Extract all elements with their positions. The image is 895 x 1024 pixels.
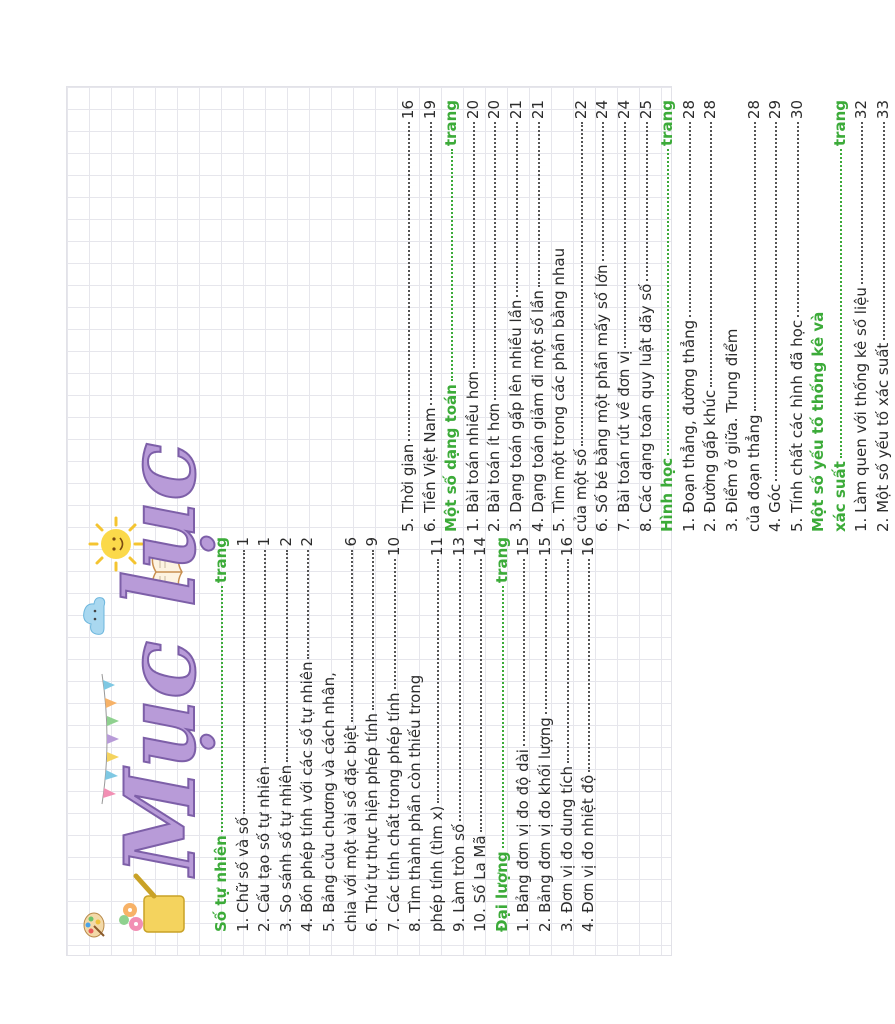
toc-entry-label: Số tự nhiên bbox=[212, 835, 230, 932]
paint-palette-icon bbox=[78, 910, 108, 940]
dot-leader bbox=[645, 122, 648, 281]
toc-entry bbox=[398, 100, 420, 532]
toc-entry bbox=[535, 537, 557, 932]
toc-entry-label: 5. Thời gian bbox=[399, 443, 417, 532]
dot-leader bbox=[436, 559, 439, 803]
toc-entry-label: 8. Các dạng toán quy luật dãy số bbox=[636, 283, 655, 532]
dot-leader bbox=[882, 122, 885, 340]
dot-leader bbox=[242, 550, 245, 815]
toc-entry-label: Hình học bbox=[658, 457, 677, 532]
toc-page-number: trang bbox=[492, 537, 511, 584]
toc-page-number: 20 bbox=[485, 100, 504, 120]
toc-entry bbox=[319, 537, 341, 932]
toc-page-number: 33 bbox=[874, 100, 893, 120]
toc-entry bbox=[405, 537, 427, 932]
toc-entry-label: 7. Bài toán rút về đơn vị bbox=[614, 350, 633, 532]
toc-entry-label: 5. Tìm một trong các phần bằng nhau bbox=[550, 247, 569, 532]
toc-entry-label: 3. Dạng toán gấp lên nhiều lần bbox=[506, 299, 525, 532]
toc-entry-label: 1. Làm quen với thống kê số liệu bbox=[852, 287, 871, 532]
toc-page-number: 1 bbox=[233, 537, 252, 547]
toc-entry-label: của một số bbox=[571, 448, 590, 532]
dot-leader bbox=[774, 122, 777, 481]
toc-page-number: 2 bbox=[276, 537, 295, 547]
toc-entry-label: 2. Bảng đơn vị đo khối lượng bbox=[535, 717, 554, 932]
toc-entry-label: 3. So sánh số tự nhiên bbox=[276, 764, 295, 932]
toc-entry bbox=[513, 537, 535, 932]
toc-entry-label: 1. Bài toán nhiều hơn bbox=[463, 371, 482, 532]
toc-page-number: 29 bbox=[766, 100, 785, 120]
toc-page-number: trang bbox=[442, 100, 461, 147]
toc-entry bbox=[700, 100, 722, 532]
toc-page-number: 20 bbox=[463, 100, 482, 120]
dot-leader bbox=[515, 122, 518, 297]
toc-entry-label: 6. Số bé bằng một phần mấy số lớn bbox=[593, 264, 612, 532]
dot-leader bbox=[522, 559, 525, 746]
toc-entry bbox=[636, 100, 658, 532]
toc-entry-label: 9. Làm tròn số bbox=[449, 823, 468, 932]
toc-page-number: 10 bbox=[384, 537, 403, 557]
toc-section-heading bbox=[441, 100, 463, 532]
toc-entry bbox=[549, 100, 571, 532]
toc-entry-label: 6. Tiền Việt Nam bbox=[420, 407, 439, 532]
dot-leader bbox=[450, 149, 453, 381]
toc-entry bbox=[787, 100, 809, 532]
dot-leader bbox=[580, 122, 583, 446]
toc-page-number: 24 bbox=[593, 100, 612, 120]
toc-entry bbox=[722, 100, 744, 532]
toc-entry bbox=[592, 100, 614, 532]
toc-entry bbox=[578, 537, 600, 932]
dot-leader bbox=[709, 122, 712, 387]
toc-page-number: 13 bbox=[449, 537, 468, 557]
toc-section-heading bbox=[657, 100, 679, 532]
toc-page-number: 24 bbox=[614, 100, 633, 120]
toc-entry-label: chia với một vài số đặc biệt bbox=[341, 725, 360, 932]
dot-leader bbox=[472, 122, 475, 368]
toc-entry bbox=[571, 100, 593, 532]
toc-entry-label: của đoạn thẳng bbox=[744, 414, 763, 532]
toc-page-number: 28 bbox=[679, 100, 698, 120]
toc-page-number: trang bbox=[830, 100, 849, 147]
toc-entry bbox=[463, 100, 485, 532]
toc-entry bbox=[744, 100, 766, 532]
dot-leader bbox=[407, 122, 410, 441]
toc-column-left bbox=[211, 537, 600, 932]
toc-entry-label: xác suất bbox=[830, 461, 849, 532]
dot-leader bbox=[623, 122, 626, 348]
toc-entry-label: 6. Thứ tự thực hiện phép tính bbox=[363, 713, 382, 932]
toc-page-number: trang bbox=[658, 100, 677, 147]
toc-page-number: 32 bbox=[852, 100, 871, 120]
dot-leader bbox=[566, 559, 569, 763]
toc-entry bbox=[384, 537, 406, 932]
dot-leader bbox=[796, 122, 799, 317]
dot-leader bbox=[501, 586, 504, 848]
toc-entry-label: 1. Chữ số và số bbox=[233, 817, 252, 932]
toc-entry-label: 2. Bài toán ít hơn bbox=[485, 402, 504, 532]
table-of-contents-page bbox=[66, 86, 893, 954]
toc-entry-label: 4. Đơn vị đo nhiệt độ bbox=[579, 774, 598, 932]
toc-entry-label: Đại lượng bbox=[492, 851, 511, 932]
page-title bbox=[104, 442, 217, 879]
toc-entry-label: 7. Các tính chất trong phép tính bbox=[384, 692, 403, 932]
toc-entry-label: 3. Điểm ở giữa. Trung điểm bbox=[722, 328, 741, 532]
dot-leader bbox=[688, 122, 691, 317]
toc-section-heading bbox=[211, 537, 233, 932]
dot-leader bbox=[860, 122, 863, 284]
toc-entry bbox=[506, 100, 528, 532]
toc-entry-label: 8. Tìm thành phần còn thiếu trong bbox=[406, 674, 425, 932]
dot-leader bbox=[479, 559, 482, 832]
dot-leader bbox=[587, 559, 590, 772]
dot-leader bbox=[544, 559, 547, 714]
dot-leader bbox=[666, 149, 669, 455]
toc-page-number: 14 bbox=[471, 537, 490, 557]
dot-leader bbox=[537, 122, 540, 287]
toc-entry bbox=[297, 537, 319, 932]
toc-entry bbox=[276, 537, 298, 932]
toc-page-number: 28 bbox=[701, 100, 720, 120]
toc-page-number: trang bbox=[212, 537, 230, 584]
toc-entry-label: 4. Bốn phép tính với các số tự nhiên bbox=[298, 661, 317, 932]
toc-page-number: 9 bbox=[363, 537, 382, 547]
toc-entry bbox=[484, 100, 506, 532]
toc-entry bbox=[362, 537, 384, 932]
toc-entry bbox=[470, 537, 492, 932]
toc-page-number: 25 bbox=[636, 100, 655, 120]
toc-entry-label: 2. Một số yếu tố xác suất bbox=[874, 342, 893, 532]
toc-entry bbox=[254, 537, 276, 932]
toc-entry-label: Một số yếu tố thống kê và bbox=[809, 311, 828, 532]
dot-leader bbox=[285, 550, 288, 762]
toc-entry-label: 10. Số La Mã bbox=[471, 835, 490, 932]
toc-page-number: 19 bbox=[420, 100, 439, 120]
toc-entry bbox=[557, 537, 579, 932]
dot-leader bbox=[753, 122, 756, 411]
toc-entry-label: 4. Dạng toán giảm đi một số lần bbox=[528, 290, 547, 532]
toc-entry bbox=[873, 100, 895, 532]
dot-leader bbox=[493, 122, 496, 400]
dot-leader bbox=[263, 550, 266, 764]
toc-entry-label: 2. Cấu tạo số tự nhiên bbox=[255, 766, 274, 932]
toc-entry-label: 4. Góc bbox=[766, 483, 785, 532]
toc-entry-label: 2. Đường gấp khúc bbox=[701, 389, 720, 532]
toc-page-number: 6 bbox=[341, 537, 360, 547]
toc-page-number: 15 bbox=[514, 537, 533, 557]
toc-entry bbox=[614, 100, 636, 532]
dot-leader bbox=[458, 559, 461, 821]
dot-leader bbox=[220, 586, 223, 832]
toc-entry bbox=[427, 537, 449, 932]
watering-can-flowers-icon bbox=[114, 870, 204, 950]
dot-leader bbox=[371, 550, 374, 711]
toc-entry-label: 3. Đơn vị đo dung tích bbox=[557, 765, 576, 932]
toc-entry bbox=[449, 537, 471, 932]
toc-section-heading bbox=[808, 100, 830, 532]
toc-entry bbox=[765, 100, 787, 532]
dot-leader bbox=[429, 122, 432, 404]
toc-page-number: 30 bbox=[787, 100, 806, 120]
toc-page-number: 28 bbox=[744, 100, 763, 120]
toc-entry-label: 5. Bảng cửu chương và cách nhân, bbox=[319, 672, 338, 932]
toc-section-heading bbox=[492, 537, 514, 932]
toc-page-number: 21 bbox=[506, 100, 525, 120]
toc-entry bbox=[528, 100, 550, 532]
toc-page-number: 16 bbox=[579, 537, 598, 557]
toc-page-number: 2 bbox=[298, 537, 317, 547]
toc-page-number: 11 bbox=[427, 537, 446, 557]
toc-entry bbox=[341, 537, 363, 932]
toc-page-number: 16 bbox=[399, 100, 417, 120]
toc-entry bbox=[851, 100, 873, 532]
toc-entry bbox=[679, 100, 701, 532]
toc-page-number: 16 bbox=[557, 537, 576, 557]
toc-page-number: 1 bbox=[255, 537, 274, 547]
toc-section-heading bbox=[830, 100, 852, 532]
toc-entry bbox=[420, 100, 442, 532]
toc-entry-label: 5. Tính chất các hình đã học bbox=[787, 319, 806, 532]
dot-leader bbox=[393, 559, 396, 689]
toc-entry-label: Một số dạng toán bbox=[442, 384, 461, 532]
toc-page-number: 21 bbox=[528, 100, 547, 120]
toc-column-right bbox=[398, 100, 895, 532]
toc-entry bbox=[233, 537, 255, 932]
dot-leader bbox=[839, 149, 842, 458]
toc-entry-label: phép tính (tìm x) bbox=[427, 805, 446, 932]
toc-entry-label: 1. Bảng đơn vị đo độ dài bbox=[514, 749, 533, 932]
page-title-text: Mục lục bbox=[104, 442, 217, 875]
toc-page-number: 22 bbox=[571, 100, 590, 120]
dot-leader bbox=[350, 550, 353, 723]
toc-page-number: 15 bbox=[535, 537, 554, 557]
dot-leader bbox=[306, 550, 309, 659]
toc-entry-label: 1. Đoạn thẳng, đường thẳng bbox=[679, 319, 698, 532]
dot-leader bbox=[601, 122, 604, 261]
